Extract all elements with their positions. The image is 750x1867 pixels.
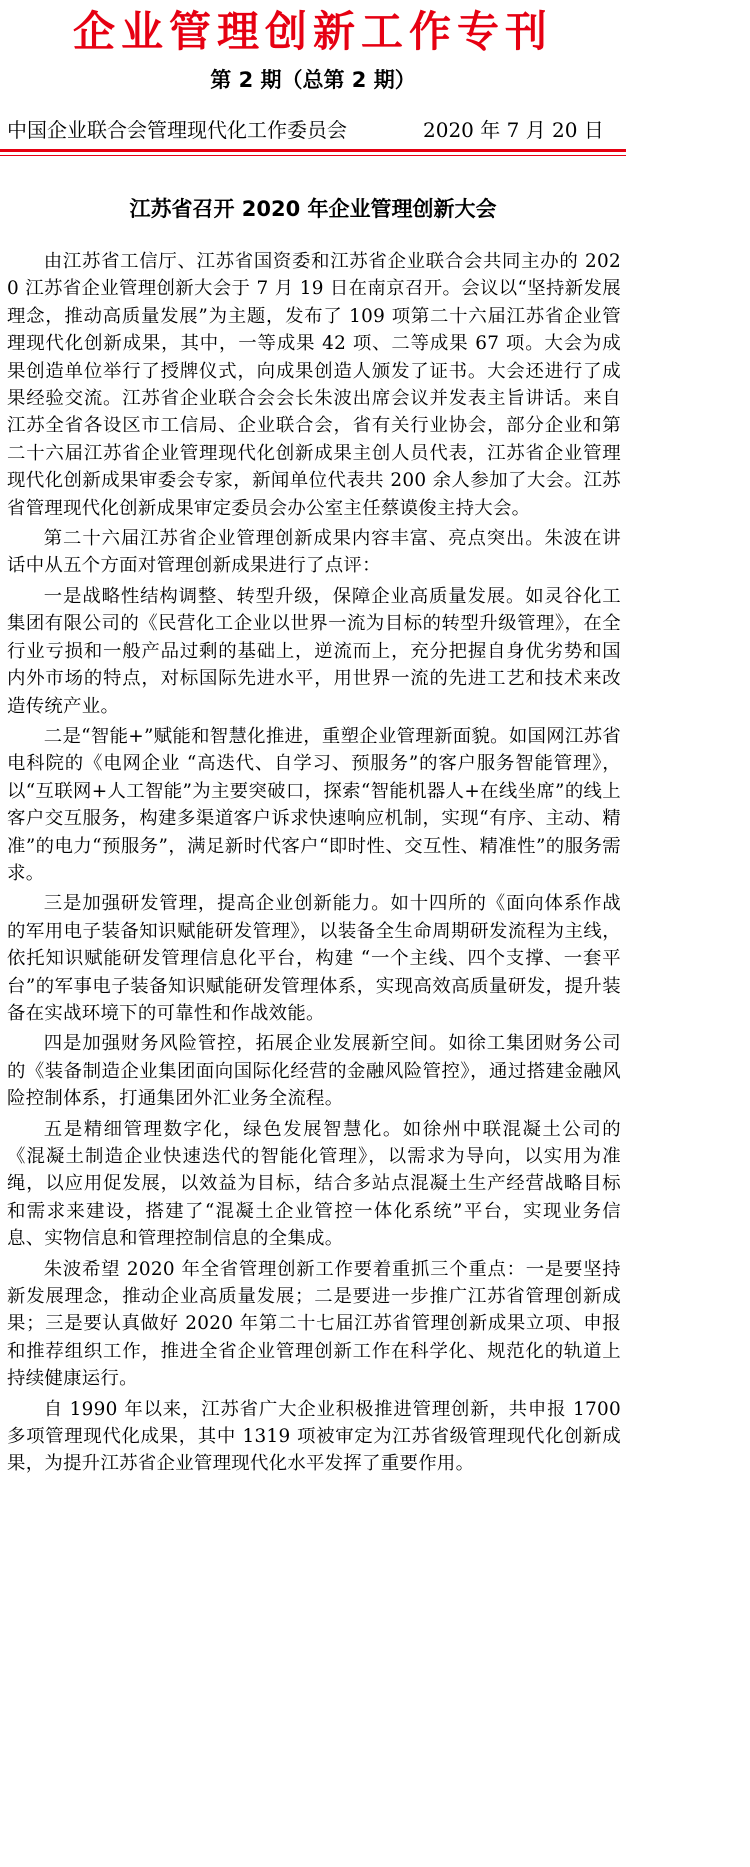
- masthead-divider-thin: [0, 155, 626, 156]
- paragraph: 四是加强财务风险管控，拓展企业发展新空间。如徐工集团财务公司的《装备制造企业集团面向国际化经营的金融风险管控》，通过搭建金融风险控制体系，打通集团外汇业务全流程。: [7, 1033, 621, 1110]
- paragraph: 由江苏省工信厅、江苏省国资委和江苏省企业联合会共同主办的 2020 江苏省企业管理创新大会于 7 月 19 日在南京召开。会议以“坚持新发展理念，推动高质量发展”为主题，发布了 109 项第二十六届江苏省企业管理现代化创新成果，其中，一等成果 42 项、二等成果 67 项。大会为成果创造单位举行了授牌仪式，向成果创造人颁发了证书。大会还进行了成果经验交流。江苏省企业联合会会长朱波出席会议并发表主旨讲话。来自江苏全省各设区市工信局、企业联合会，省有关行业协会，部分企业和第二十六届江苏省企业管理现代化创新成果主创人员代表，江苏省企业管理现代化创新成果审委会专家，新闻单位代表共 200 余人参加了大会。江苏省管理现代化创新成果审定委员会办公室主任蔡谟俊主持大会。: [7, 251, 621, 519]
- publisher-name: 中国企业联合会管理现代化工作委员会: [7, 118, 347, 142]
- masthead-title: 企业管理创新工作专刊: [72, 7, 553, 56]
- paragraph: 一是战略性结构调整、转型升级，保障企业高质量发展。如灵谷化工集团有限公司的《民营化工企业以世界一流为目标的转型升级管理》，在全行业亏损和一般产品过剩的基础上，逆流而上，充分把握自身优劣势和国内外市场的特点，对标国际先进水平，用世界一流的先进工艺和技术来改造传统产业。: [7, 585, 621, 717]
- publish-date: 2020 年 7 月 20 日: [423, 118, 604, 142]
- paragraph: 三是加强研发管理，提高企业创新能力。如十四所的《面向体系作战的军用电子装备知识赋能研发管理》，以装备全生命周期研发流程为主线，依托知识赋能研发管理信息化平台，构建 “一个主线、四个支撑、一套平台”的军事电子装备知识赋能研发管理体系，实现高效高质量研发，提升装备在实战环境下的可靠性和作战效能。: [7, 893, 621, 1024]
- publisher-line: [7, 117, 607, 143]
- article-title: 江苏省召开 2020 年企业管理创新大会: [129, 197, 497, 221]
- paragraph: 五是精细管理数字化，绿色发展智慧化。如徐州中联混凝土公司的《混凝土制造企业快速迭代的智能化管理》，以需求为导向，以实用为准绳，以应用促发展，以效益为目标，结合多站点混凝土生产经营战略目标和需求来建设，搭建了“混凝土企业管控一体化系统”平台，实现业务信息、实物信息和管理控制信息的全集成。: [7, 1118, 621, 1250]
- masthead-divider-thick: [0, 149, 626, 152]
- issue-number: 第 2 期（总第 2 期）: [210, 68, 416, 92]
- paragraph: 二是“智能+”赋能和智慧化推进，重塑企业管理新面貌。如国网江苏省电科院的《电网企业 “高迭代、自学习、预服务”的客户服务智能管理》，以“互联网+人工智能”为主要突破口，探索“智能机器人+在线坐席”的线上客户交互服务，构建多渠道客户诉求快速响应机制，实现“有序、主动、精准”的电力“预服务”，满足新时代客户“即时性、交互性、精准性”的服务需求。: [7, 725, 621, 884]
- paragraph: 朱波希望 2020 年全省管理创新工作要着重抓三个重点：一是要坚持新发展理念，推动企业高质量发展；二是要进一步推广江苏省管理创新成果；三是要认真做好 2020 年第二十七届江苏省管理创新成果立项、申报和推荐组织工作，推进全省企业管理创新工作在科学化、规范化的轨道上持续健康运行。: [7, 1258, 621, 1390]
- paragraph: 第二十六届江苏省企业管理创新成果内容丰富、亮点突出。朱波在讲话中从五个方面对管理创新成果进行了点评：: [7, 528, 621, 577]
- article-body: [7, 248, 621, 1478]
- paragraph: 自 1990 年以来，江苏省广大企业积极推进管理创新，共申报 1700 多项管理现代化成果，其中 1319 项被审定为江苏省级管理现代化创新成果，为提升江苏省企业管理现代化水平发挥了重要作用。: [7, 1398, 621, 1475]
